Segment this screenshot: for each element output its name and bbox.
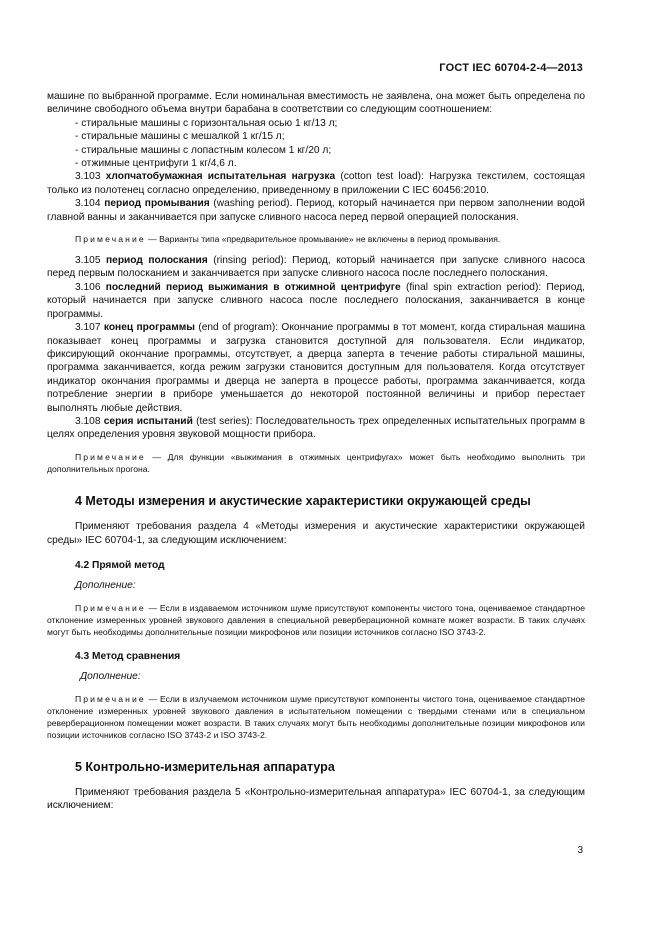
list-item: - стиральные машины с горизонтальная осью 1 кг/13 л;	[75, 117, 338, 129]
definition-term: конец программы	[103, 322, 195, 334]
definition-text: (cotton test load): Нагрузка текстилем, состоящая только из полотенец согласно определению, приведенному в приложении С IEC 60456:2010.	[47, 171, 585, 196]
definition-number: 3.106	[75, 281, 101, 293]
definition-text: (test series): Последовательность трех определенных испытательных программ в целях определения уровня звуковой мощности прибора.	[47, 415, 585, 441]
definition-text: (rinsing period): Период, который начинается при запуске сливного насоса перед первым полосканием и заканчивается при запуске сливного насоса после последнего полоскания.	[47, 255, 585, 280]
section-4-heading: 4 Методы измерения и акустические характеристики окружающей среды	[75, 493, 531, 508]
note-text: — Для функции «выжимания в отжимных центрифугах» может быть необходимо выполнить три дополнительных прогона.	[47, 451, 585, 474]
definition-3-103	[47, 170, 585, 197]
definition-3-106	[47, 281, 585, 321]
note-1	[47, 233, 585, 245]
list-item: - отжимные центрифуги 1 кг/4,6 л.	[75, 158, 237, 170]
definition-term: период промывания	[104, 198, 210, 210]
note-label: Примечание	[75, 451, 146, 462]
note-2	[47, 451, 585, 475]
definition-number: 3.104	[75, 198, 101, 210]
definition-text: (final spin extraction period): Период, который начинается при запуске сливного насоса после последнего полоскания, заканчивается в конце программы.	[47, 281, 585, 320]
definition-term: серия испытаний	[103, 415, 193, 427]
intro-paragraph: машине по выбранной программе. Если номинальная вместимость не заявлена, она может быть определена по величине свободного объема внутри барабана в соответствии со следующим соотношением:	[47, 91, 585, 116]
list-item: - стиральные машины с лопастным колесом 1 кг/20 л;	[75, 144, 332, 156]
note-text: — Если в издаваемом источником шуме присутствуют компоненты чистого тона, оцениваемое стандартное отклонение измеренных уровней звукового давления в специальной реверберационной комнате может возрасти. В таких случаях могут быть необходимы дополнительные позиции микрофонов или позиции источников согласно ISO 3743-2.	[47, 602, 585, 637]
note-label: Примечание	[75, 602, 146, 613]
section-5-heading: 5 Контрольно-измерительная аппаратура	[75, 759, 335, 774]
section-5-text: Применяют требования раздела 5 «Контрольно-измерительная аппаратура» IEC 60704-1, за следующим исключением:	[47, 787, 585, 812]
definition-term: последний период выжимания в отжимной центрифуге	[105, 281, 401, 293]
document-body	[47, 90, 585, 813]
definition-text: (washing period). Период, который начинается при первом заполнении водой главной ванны и заканчивается при запуске сливного насоса перед первой операцией полоскания.	[47, 198, 585, 223]
definition-term: хлопчатобумажная испытательная нагрузка	[105, 171, 336, 183]
definition-3-108	[47, 415, 585, 442]
definition-number: 3.107	[75, 322, 101, 334]
section-4-2-addition: Дополнение:	[75, 580, 136, 592]
section-4-text: Применяют требования раздела 4 «Методы измерения и акустические характеристики окружающей среды» IEC 60704-1, за следующим исключением:	[47, 521, 585, 546]
section-4-3-note	[47, 693, 585, 741]
definition-number: 3.103	[75, 171, 101, 183]
section-4-3-addition: Дополнение:	[80, 671, 141, 683]
note-label: Примечание	[75, 234, 146, 245]
definition-number: 3.105	[75, 255, 101, 267]
definition-number: 3.108	[75, 415, 101, 427]
section-4-2-heading: 4.2 Прямой метод	[75, 559, 165, 571]
note-text: — Варианты типа «предварительное промывание» не включены в период промывания.	[145, 234, 501, 245]
section-4-3-heading: 4.3 Метод сравнения	[75, 650, 181, 662]
note-label: Примечание	[75, 693, 146, 704]
list-item: - стиральные машины с мешалкой 1 кг/15 л;	[75, 131, 285, 143]
definition-term: период полоскания	[106, 255, 208, 267]
definition-3-105	[47, 254, 585, 281]
note-text: — Если в излучаемом источником шуме присутствуют компоненты чистого тона, оцениваемое стандартное отклонение измеренных уровней звукового давления в испытательном помещении с твердыми стенами или в специальном реверберационном помещении может возрасти. В таких случаях могут быть необходимы дополнительные позиции микрофонов или позиции источников согласно ISO 3743-2 и ISO 3743-2.	[47, 693, 585, 740]
document-header: ГОСТ IEC 60704-2-4—2013	[439, 62, 583, 74]
definition-3-104	[47, 197, 585, 224]
definition-3-107	[47, 321, 585, 415]
capacity-list	[47, 117, 585, 171]
page-number: 3	[577, 845, 583, 856]
definition-text: (end of program): Окончание программы в тот момент, когда стиральная машина показывает конец программы и загрузка становится доступной для пользователя. Если индикатор, фиксирующий окончание программы, отсутствует, а дверца заперта в течение работы стиральной машины, программа заканчивается, когда режим загрузки становится доступным для пользователя. Когда отсутствует индикатор окончания программы и дверца не заперта в процессе работы, программа заканчивается, когда потребление энергии в приборе уменьшается до некоторой постоянной величины и прибор перестает выполнять любые действия.	[47, 322, 585, 414]
section-4-2-note	[47, 602, 585, 638]
